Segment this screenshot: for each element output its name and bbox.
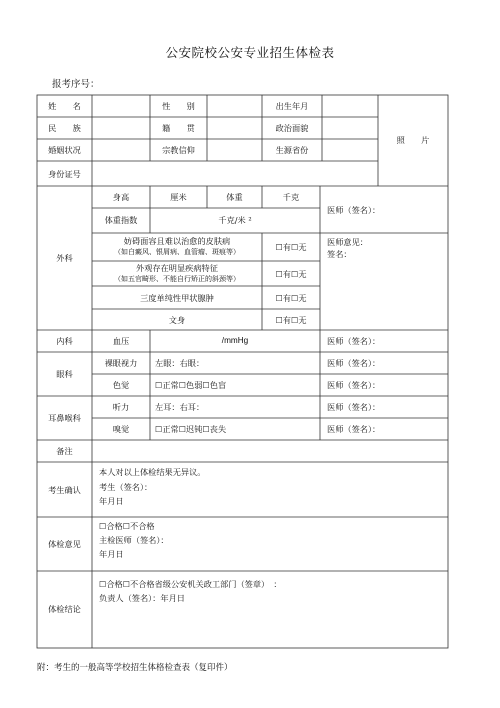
blood-pressure-unit: /mmHg	[221, 336, 249, 345]
responsible-person-signature[interactable]: 负责人（签名）：年月日	[99, 593, 185, 603]
opinion-date[interactable]: 年月日	[99, 549, 124, 559]
weight-label: 体重	[226, 192, 243, 202]
weight-unit: 千克	[282, 192, 300, 202]
confirm-date[interactable]: 年月日	[99, 496, 124, 506]
thyroid-label: 三度单纯性甲状腺肿	[140, 293, 214, 303]
appearance-checkbox[interactable]: ☐有☐无	[275, 269, 307, 279]
surgery-opinion-signature[interactable]: 签名：	[327, 249, 352, 259]
surgery-doctor-opinion: 医师意见：	[327, 237, 368, 247]
tattoo-checkbox[interactable]: ☐有☐无	[275, 315, 307, 325]
name-label: 姓 名	[48, 101, 81, 111]
blood-pressure-label: 血压	[112, 336, 130, 346]
candidate-signature[interactable]: 考生（签名）：	[99, 482, 153, 492]
religion-label: 宗教信仰	[162, 145, 195, 155]
exam-opinion-label: 体检意见	[48, 539, 81, 549]
vision-value[interactable]: 左眼：右眼：	[155, 358, 205, 368]
ent-section-label: 耳鼻喉科	[48, 413, 81, 423]
surgery-section-label: 外科	[56, 253, 73, 263]
bmi-unit: 千克/米 ²	[218, 215, 252, 225]
marital-label: 婚姻状况	[48, 145, 81, 155]
gender-label: 性 别	[162, 101, 195, 111]
photo-area: 照 片	[396, 135, 430, 145]
birthplace-label: 生源省份	[275, 145, 309, 155]
smell-label: 嗅觉	[112, 424, 130, 434]
skin-disease-label: 妨碍面容且难以治愈的皮肤病	[123, 236, 231, 246]
chief-doctor-signature[interactable]: 主检医师（签名）：	[99, 535, 169, 545]
serial-number-label: 报考序号：	[52, 79, 100, 90]
eye-doctor-signature-2[interactable]: 医师（签名）：	[327, 380, 381, 390]
form-title: 公安院校公安专业招生体检表	[165, 45, 335, 60]
political-label: 政治面貌	[275, 123, 309, 133]
smell-options[interactable]: ☐正常☐迟钝☐丧失	[155, 424, 227, 434]
footer-note: 附：考生的一般高等学校招生体格检查表（复印件）	[37, 663, 233, 673]
candidate-confirm-label: 考生确认	[48, 485, 81, 495]
skin-disease-note: （如白癜风、银屑病、血管瘤、斑痕等）	[114, 248, 240, 256]
surgery-doctor-signature[interactable]: 医师（签名）：	[327, 205, 381, 215]
id-number-label: 身份证号	[48, 169, 81, 179]
exam-opinion-options[interactable]: ☐合格☐不合格	[99, 521, 155, 531]
eye-doctor-signature-1[interactable]: 医师（签名）：	[327, 358, 381, 368]
bmi-label: 体重指数	[104, 215, 138, 225]
ethnicity-label: 民 族	[48, 123, 81, 133]
tattoo-label: 文身	[168, 315, 186, 325]
appearance-label: 外观存在明显疾病特征	[136, 263, 218, 273]
eye-section-label: 眼科	[56, 369, 73, 379]
internal-doctor-signature[interactable]: 医师（签名）：	[327, 336, 381, 346]
thyroid-checkbox[interactable]: ☐有☐无	[275, 293, 307, 303]
origin-label: 籍 贯	[162, 123, 195, 133]
height-label: 身高	[112, 192, 130, 202]
ent-doctor-signature-2[interactable]: 医师（签名）：	[327, 424, 381, 434]
appearance-note: （如五官畸形、不能自行矫正的斜颈等）	[114, 275, 240, 283]
color-vision-options[interactable]: ☐正常☐色弱☐色盲	[155, 380, 227, 390]
ent-doctor-signature-1[interactable]: 医师（签名）：	[327, 402, 381, 412]
vision-label: 裸眼视力	[104, 358, 138, 368]
internal-section-label: 内科	[56, 336, 73, 346]
conclusion-options[interactable]: ☐合格☐不合格省级公安机关政工部门（签章） ：	[99, 579, 282, 589]
birth-label: 出生年月	[275, 101, 309, 111]
exam-conclusion-label: 体检结论	[48, 604, 81, 614]
notes-label: 备注	[56, 446, 73, 456]
confirm-statement: 本人对以上体检结果无异议。	[99, 467, 206, 477]
height-unit: 厘米	[170, 192, 187, 202]
hearing-label: 听力	[112, 402, 130, 412]
hearing-value[interactable]: 左耳：右耳：	[155, 402, 205, 412]
color-vision-label: 色觉	[112, 380, 130, 390]
skin-disease-checkbox[interactable]: ☐有☐无	[275, 242, 307, 252]
